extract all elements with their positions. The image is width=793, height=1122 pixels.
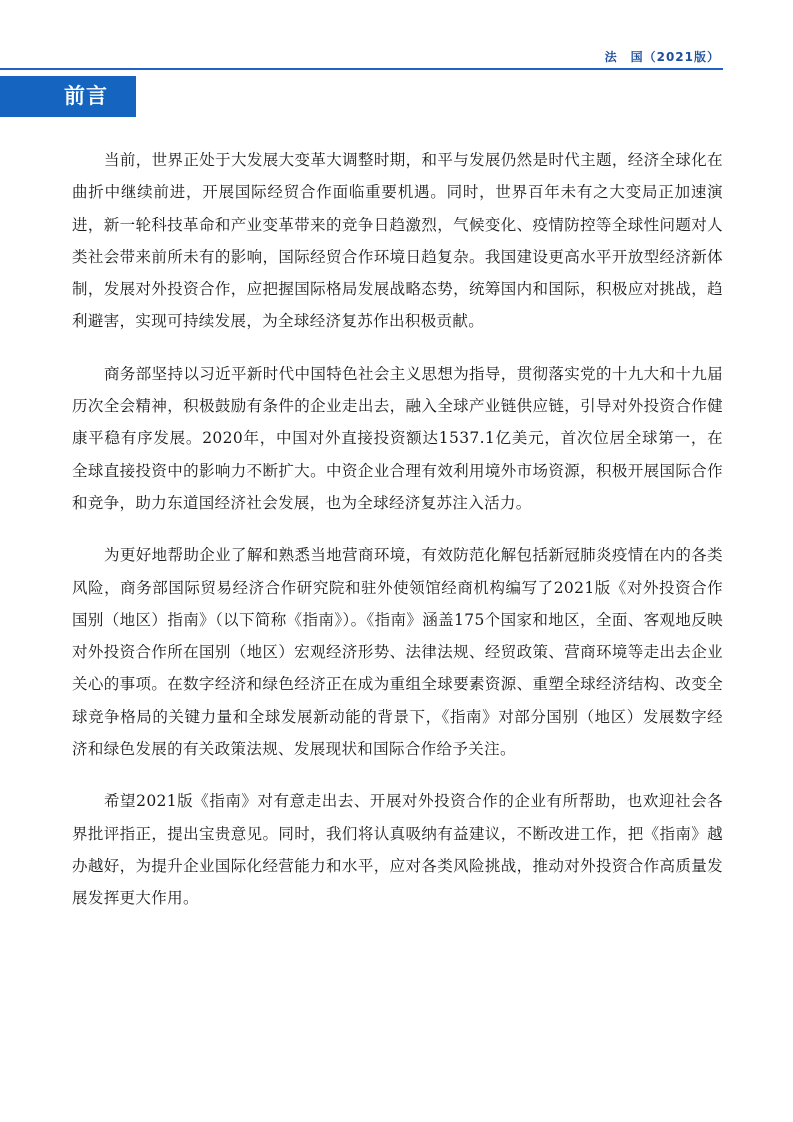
paragraph-1: 当前，世界正处于大发展大变革大调整时期，和平与发展仍然是时代主题，经济全球化在曲折中继续前进，开展国际经贸合作面临重要机遇。同时，世界百年未有之大变局正加速演进，新一轮科技革命和产业变革带来的竞争日趋激烈，气候变化、疫情防控等全球性问题对人类社会带来前所未有的影响，国际经贸合作环境日趋复杂。我国建设更高水平开放型经济新体制，发展对外投资合作，应把握国际格局发展战略态势，统筹国内和国际，积极应对挑战，趋利避害，实现可持续发展，为全球经济复苏作出积极贡献。 <box>72 151 723 331</box>
paragraph-4: 希望2021版《指南》对有意走出去、开展对外投资合作的企业有所帮助，也欢迎社会各界批评指正，提出宝贵意见。同时，我们将认真吸纳有益建议，不断改进工作，把《指南》越办越好，为提升企业国际化经营能力和水平，应对各类风险挑战，推动对外投资合作高质量发展发挥更大作用。 <box>72 792 723 908</box>
header-rule <box>0 68 723 70</box>
running-header-title: 法 国（2021版） <box>604 50 720 64</box>
body-text <box>72 144 723 935</box>
section-title: 前言 <box>64 84 108 108</box>
paragraph-3: 为更好地帮助企业了解和熟悉当地营商环境，有效防范化解包括新冠肺炎疫情在内的各类风险，商务部国际贸易经济合作研究院和驻外使领馆经商机构编写了2021版《对外投资合作国别（地区）指南》（以下简称《指南》）。《指南》涵盖175个国家和地区，全面、客观地反映对外投资合作所在国别（地区）宏观经济形势、法律法规、经贸政策、营商环境等走出去企业关心的事项。在数字经济和绿色经济正在成为重组全球要素资源、重塑全球经济结构、改变全球竞争格局的关键力量和全球发展新动能的背景下，《指南》对部分国别（地区）发展数字经济和绿色发展的有关政策法规、发展现状和国际合作给予关注。 <box>72 546 723 759</box>
running-header <box>0 0 793 75</box>
section-title-tab <box>0 76 136 117</box>
paragraph-2: 商务部坚持以习近平新时代中国特色社会主义思想为指导，贯彻落实党的十九大和十九届历次全会精神，积极鼓励有条件的企业走出去，融入全球产业链供应链，引导对外投资合作健康平稳有序发展。2020年，中国对外直接投资额达1537.1亿美元，首次位居全球第一，在全球直接投资中的影响力不断扩大。中资企业合理有效利用境外市场资源，积极开展国际合作和竞争，助力东道国经济社会发展，也为全球经济复苏注入活力。 <box>72 364 723 512</box>
